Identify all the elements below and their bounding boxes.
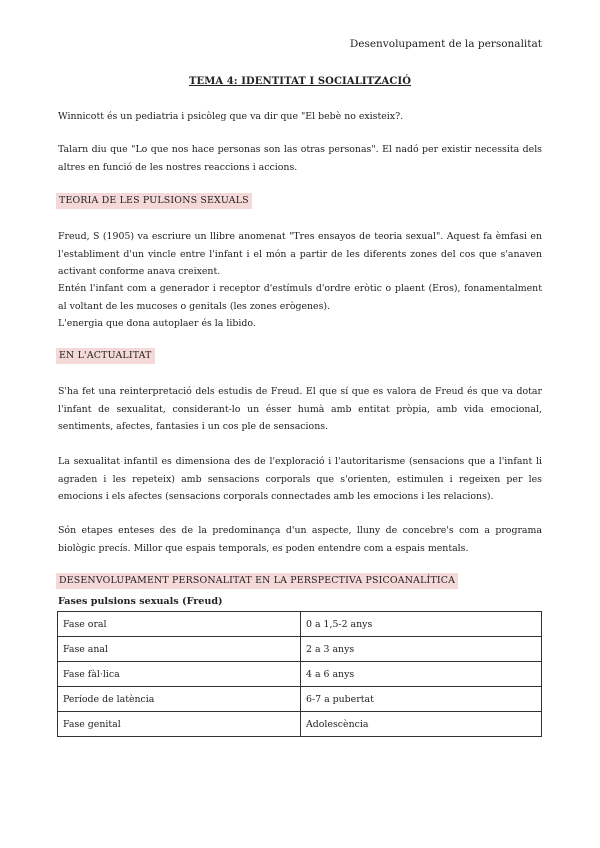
age-cell: 2 a 3 anys [301,637,542,662]
running-header: Desenvolupament de la personalitat [349,38,542,50]
paragraph-freud-1905: Freud, S (1905) va escriure un llibre anomenat "Tres ensayos de teoria sexual". Aquest fa èmfasi en l'establiment d'un vincle entre l'infant i el món a partir de les diferents zones del cos que s'anaven activant conforme anava creixent. [58,231,542,277]
phase-cell: Període de latència [58,687,301,712]
age-cell: 4 a 6 anys [301,662,542,687]
paragraph-reinterpretacio: S'ha fet una reinterpretació dels estudis de Freud. El que sí que es valora de Freud és que va dotar l'infant de sexualitat, considerant-lo un ésser humà amb entitat pròpia, amb vida emocional, sentiments, afectes, fantasies i un cos ple de sensacions. [58,386,542,432]
phase-cell: Fase anal [58,637,301,662]
section-heading-pulsions: TEORIA DE LES PULSIONS SEXUALS [56,193,252,209]
paragraph-sexualitat-infantil: La sexualitat infantil es dimensiona des de l'exploració i l'autoritarisme (sensacions que a l'infant li agraden i les repeteix) amb sensacions corporals que s'orienten, estimulen i regeixen per les emocions i els afectes (sensacions corporals connectades amb les emocions i les relacions). [58,456,542,502]
paragraph-etapes: Són etapes enteses des de la predominança d'un aspecte, lluny de concebre's com a programa biològic precís. Millor que espais temporals, es poden entendre com a espais mentals. [58,525,542,554]
table-row [58,687,542,712]
age-cell: 0 a 1,5-2 anys [301,612,542,637]
paragraph-libido: L'energia que dona autoplaer és la libido. [58,318,256,329]
table-row [58,637,542,662]
page-title: TEMA 4: IDENTITAT I SOCIALITZACIÓ [188,76,412,87]
phase-cell: Fase oral [58,612,301,637]
intro-paragraph-winnicott: Winnicott és un pediatria i psicòleg que va dir que "El bebè no existeix?. [58,111,404,122]
section-heading-desenvolupament: DESENVOLUPAMENT PERSONALITAT EN LA PERSPECTIVA PSICOANALÍTICA [56,573,458,589]
table-row [58,612,542,637]
table-row [58,662,542,687]
paragraph-eros: Entén l'infant com a generador i receptor d'estímuls d'ordre eròtic o plaent (Eros), fonamentalment al voltant de les mucoses o genitals (les zones erògenes). [58,283,542,312]
intro-paragraph-talarn: Talarn diu que "Lo que nos hace personas son las otras personas". El nadó per existir necessita dels altres en funció de les nostres reaccions i accions. [58,144,542,173]
section-heading-actualitat: EN L'ACTUALITAT [56,348,155,364]
age-cell: 6-7 a pubertat [301,687,542,712]
table-row [58,712,542,737]
phase-cell: Fase fàl·lica [58,662,301,687]
phase-cell: Fase genital [58,712,301,737]
phases-table [57,611,542,737]
age-cell: Adolescència [301,712,542,737]
table-caption: Fases pulsions sexuals (Freud) [58,596,223,607]
